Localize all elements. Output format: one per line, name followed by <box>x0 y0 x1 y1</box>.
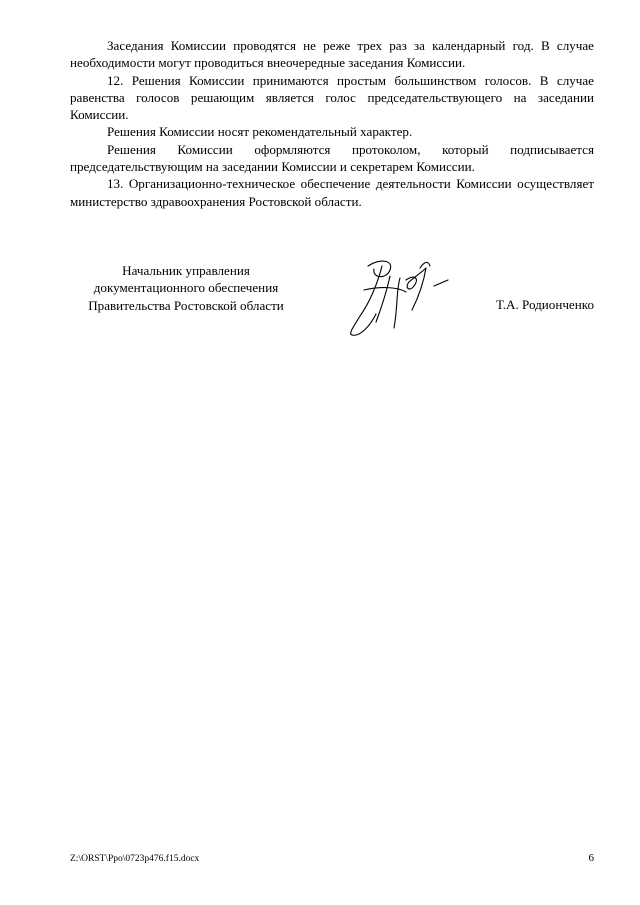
signer-title <box>70 262 302 314</box>
paragraph-item-12: 12. Решения Комиссии принимаются простым большинством голосов. В случае равенства голосов решающим является голос председательствующего на заседании Комиссии. <box>70 72 594 123</box>
signer-name: Т.А. Родионченко <box>496 297 594 312</box>
paragraph-protocol: Решения Комиссии оформляются протоколом, который подписывается председательствующим на заседании Комиссии и секретарем Комиссии. <box>70 141 594 175</box>
signature-block <box>70 262 594 352</box>
signer-title-line: документационного обеспечения <box>93 280 279 296</box>
paragraph-meetings: Заседания Комиссии проводятся не реже трех раз за календарный год. В случае необходимости могут проводиться внеочередные заседания Комиссии. <box>70 38 594 71</box>
signer-title-line: Правительства Ростовской области <box>88 297 284 313</box>
paragraph-item-13: 13. Организационно-техническое обеспечение деятельности Комиссии осуществляет министерство здравоохранения Ростовской области. <box>70 176 594 209</box>
handwritten-signature <box>346 256 451 338</box>
paragraph-recommendations: Решения Комиссии носят рекомендательный характер. <box>107 124 413 140</box>
page-number: 6 <box>588 852 594 864</box>
footer-file-path: Z:\ORST\Ppo\0723p476.f15.docx <box>70 854 200 864</box>
signer-title-line: Начальник управления <box>122 263 250 278</box>
document-body <box>70 37 594 210</box>
